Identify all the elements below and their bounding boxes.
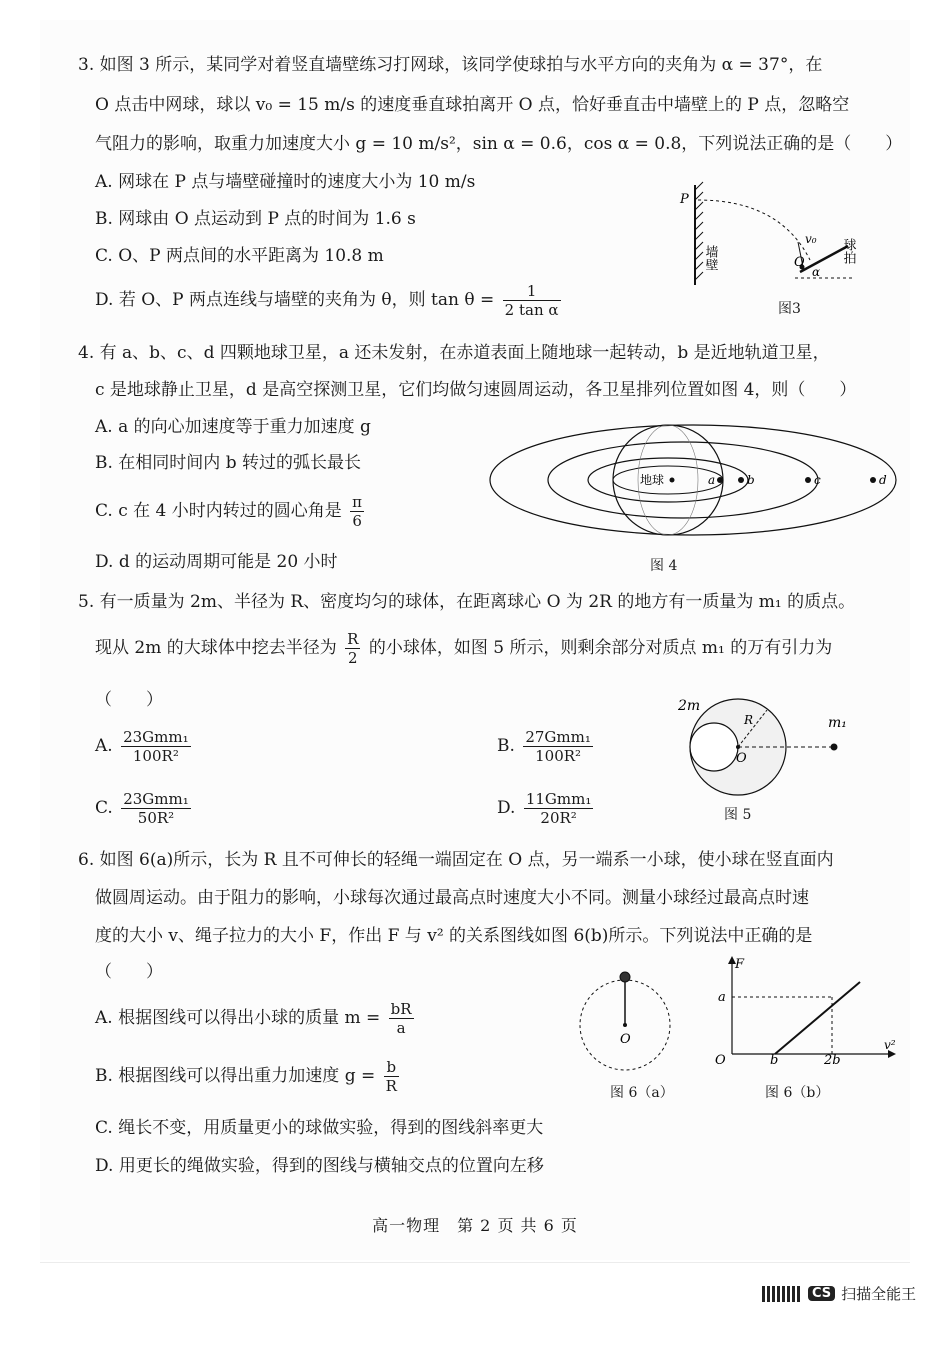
q3-option-b: B. 网球由 O 点运动到 P 点的时间为 1.6 s <box>95 209 416 229</box>
graph-line <box>775 982 860 1054</box>
q5-option-c-fraction <box>121 790 191 827</box>
label-racket: 球拍 <box>840 238 856 264</box>
q5-stem-line2-pre: 现从 2m 的大球体中挖去半径为 <box>95 638 337 658</box>
q6-stem-line3: 度的大小 v、绳子拉力的大小 F，作出 F 与 v² 的关系图线如图 6(b)所示。下列说法中正确的是 <box>95 926 813 946</box>
fraction-denominator: 50R² <box>137 809 175 827</box>
q6-answer-paren: （ ） <box>95 962 163 982</box>
satellite-d <box>870 477 876 483</box>
q5-option-a-fraction <box>121 728 191 765</box>
label-o: O <box>620 1032 631 1047</box>
figure-6a-vertical-circle <box>575 965 675 1075</box>
fraction-numerator: 1 <box>503 282 561 301</box>
q5-option-d-fraction <box>524 790 594 827</box>
q5-option-a <box>95 728 194 765</box>
label-v2: v² <box>884 1038 896 1052</box>
fraction-numerator: b <box>384 1058 399 1077</box>
q6-stem-line2: 做圆周运动。由于阻力的影响，小球每次通过最高点时速度大小不同。测量小球经过最高点时速 <box>95 888 809 908</box>
fraction-denominator: 2 tan α <box>504 301 559 319</box>
label-earth: 地球 <box>640 473 665 487</box>
figure-6b-caption: 图 6（b） <box>765 1085 830 1101</box>
q3-stem-line1: 3. 如图 3 所示，某同学对着竖直墙壁练习打网球，该同学使球拍与水平方向的夹角为 α = 37°，在 <box>78 55 823 75</box>
fraction-denominator: 6 <box>352 512 362 530</box>
q3-option-d <box>95 282 564 319</box>
q5-option-b <box>497 728 596 765</box>
ball <box>620 972 630 982</box>
label-d: d <box>879 473 887 487</box>
figure-5-hollowed-sphere <box>672 692 872 802</box>
q6-stem-line1: 6. 如图 6(a)所示，长为 R 且不可伸长的轻绳一端固定在 O 点，另一端系一小球，使小球在竖直面内 <box>78 850 834 870</box>
q3-option-c: C. O、P 两点间的水平距离为 10.8 m <box>95 246 384 266</box>
q6-option-d: D. 用更长的绳做实验，得到的图线与横轴交点的位置向左移 <box>95 1156 544 1176</box>
figure-5-caption: 图 5 <box>724 807 752 823</box>
scanner-logo: CS <box>808 1286 835 1301</box>
q6-option-a <box>95 1000 417 1037</box>
option-label: D. <box>497 798 516 818</box>
q6-option-c: C. 绳长不变，用质量更小的球做实验，得到的图线斜率更大 <box>95 1118 544 1138</box>
page-footer: 高一物理 第 2 页 共 6 页 <box>372 1216 578 1235</box>
q6-option-b-text: B. 根据图线可以得出重力加速度 g = <box>95 1066 376 1086</box>
fraction-denominator: 100R² <box>132 747 179 765</box>
q5-option-d <box>497 790 596 827</box>
q6-option-a-fraction <box>389 1000 414 1037</box>
label-o: O <box>715 1053 726 1067</box>
equator-line <box>613 466 723 494</box>
q5-stem-line1: 5. 有一质量为 2m、半径为 R、密度均匀的球体，在距离球心 O 为 2R 的地方有一质量为 m₁ 的质点。 <box>78 592 856 612</box>
satellite-b <box>738 477 744 483</box>
fraction-numerator: 23Gmm₁ <box>123 728 189 746</box>
label-b: b <box>747 473 755 487</box>
label-o: O <box>736 751 747 766</box>
scan-divider <box>40 1262 910 1263</box>
q5-answer-paren: （ ） <box>95 690 163 710</box>
fraction-denominator: 2 <box>348 649 358 667</box>
q4-option-a: A. a 的向心加速度等于重力加速度 g <box>95 417 371 437</box>
figure-6b-f-v2-graph <box>710 952 900 1067</box>
fraction-numerator: R <box>347 630 359 648</box>
option-label: A. <box>95 736 113 756</box>
label-a: a <box>718 990 726 1005</box>
fraction-denominator: a <box>396 1019 406 1037</box>
satellite-a <box>717 477 723 483</box>
q4-option-c <box>95 493 367 530</box>
fraction-numerator: 11Gmm₁ <box>525 790 592 808</box>
q3-option-a: A. 网球在 P 点与墙壁碰撞时的速度大小为 10 m/s <box>95 172 476 192</box>
label-2b: 2b <box>824 1053 841 1067</box>
q4-option-d: D. d 的运动周期可能是 20 小时 <box>95 552 338 572</box>
label-wall: 墙壁 <box>702 245 718 271</box>
fraction-numerator: 23Gmm₁ <box>123 790 189 808</box>
q4-option-b: B. 在相同时间内 b 转过的弧长最长 <box>95 453 361 473</box>
fraction-numerator: π <box>352 493 363 511</box>
q3-option-d-fraction <box>503 282 561 319</box>
label-v0: v₀ <box>805 232 817 246</box>
label-o: O <box>794 255 805 270</box>
q4-stem-line2: c 是地球静止卫星，d 是高空探测卫星，它们均做匀速圆周运动，各卫星排列位置如图 4，则（ ） <box>95 380 857 400</box>
q4-option-c-text: C. c 在 4 小时内转过的圆心角是 <box>95 501 342 521</box>
q4-option-c-fraction <box>350 493 364 530</box>
q3-stem-line3: 气阻力的影响，取重力加速度大小 g = 10 m/s²，sin α = 0.6，cos α = 0.8，下列说法正确的是（ ） <box>95 134 903 154</box>
figure-3-caption: 图3 <box>778 301 801 317</box>
figure-4-satellite-orbits <box>488 420 898 545</box>
scanner-brand-text: 扫描全能王 <box>841 1285 917 1303</box>
figure-6a-caption: 图 6（a） <box>610 1085 674 1101</box>
q5-radius-fraction <box>345 630 360 667</box>
label-a: a <box>708 473 716 487</box>
option-label: C. <box>95 798 113 818</box>
fraction-denominator: R <box>385 1077 397 1095</box>
earth-circle <box>613 425 723 535</box>
fraction-denominator: 20R² <box>540 809 577 827</box>
label-b: b <box>770 1053 779 1067</box>
label-r: R <box>744 713 754 727</box>
fraction-numerator: 27Gmm₁ <box>525 728 591 746</box>
label-c: c <box>814 473 821 487</box>
q5-stem-line2-post: 的小球体，如图 5 所示，则剩余部分对质点 m₁ 的万有引力为 <box>368 638 833 658</box>
pivot-o <box>623 1023 627 1027</box>
label-m1: m₁ <box>828 715 847 731</box>
satellite-c <box>805 477 811 483</box>
scanner-watermark <box>762 1283 916 1304</box>
label-alpha: α <box>812 265 821 279</box>
q4-stem-line1: 4. 有 a、b、c、d 四颗地球卫星，a 还未发射，在赤道表面上随地球一起转动，b 是近地轨道卫星， <box>78 343 830 363</box>
center-o <box>736 745 740 749</box>
earth-center <box>670 478 675 483</box>
q5-option-b-fraction <box>523 728 593 765</box>
q5-stem-line2 <box>95 630 832 667</box>
label-p: P <box>680 192 689 207</box>
q6-option-b-fraction <box>384 1058 399 1095</box>
figure-4-caption: 图 4 <box>650 558 678 574</box>
mass-point-m1 <box>831 744 838 751</box>
q3-stem-line2: O 点击中网球，球以 v₀ = 15 m/s 的速度垂直球拍离开 O 点，恰好垂直击中墙壁上的 P 点，忽略空 <box>95 95 850 115</box>
q5-option-c <box>95 790 194 827</box>
figure-3-tennis-wall <box>670 170 870 290</box>
label-2m: 2m <box>678 698 701 714</box>
fraction-numerator: bR <box>390 1000 412 1018</box>
qr-code-icon <box>762 1286 802 1302</box>
option-label: B. <box>497 736 515 756</box>
cavity-sphere <box>690 723 738 771</box>
orbit-b <box>588 458 748 502</box>
q3-option-d-text: D. 若 O、P 两点连线与墙壁的夹角为 θ，则 tan θ = <box>95 290 495 310</box>
fraction-denominator: 100R² <box>535 747 582 765</box>
q6-option-b <box>95 1058 402 1095</box>
label-f: F <box>735 957 745 972</box>
q6-option-a-text: A. 根据图线可以得出小球的质量 m = <box>95 1008 381 1028</box>
